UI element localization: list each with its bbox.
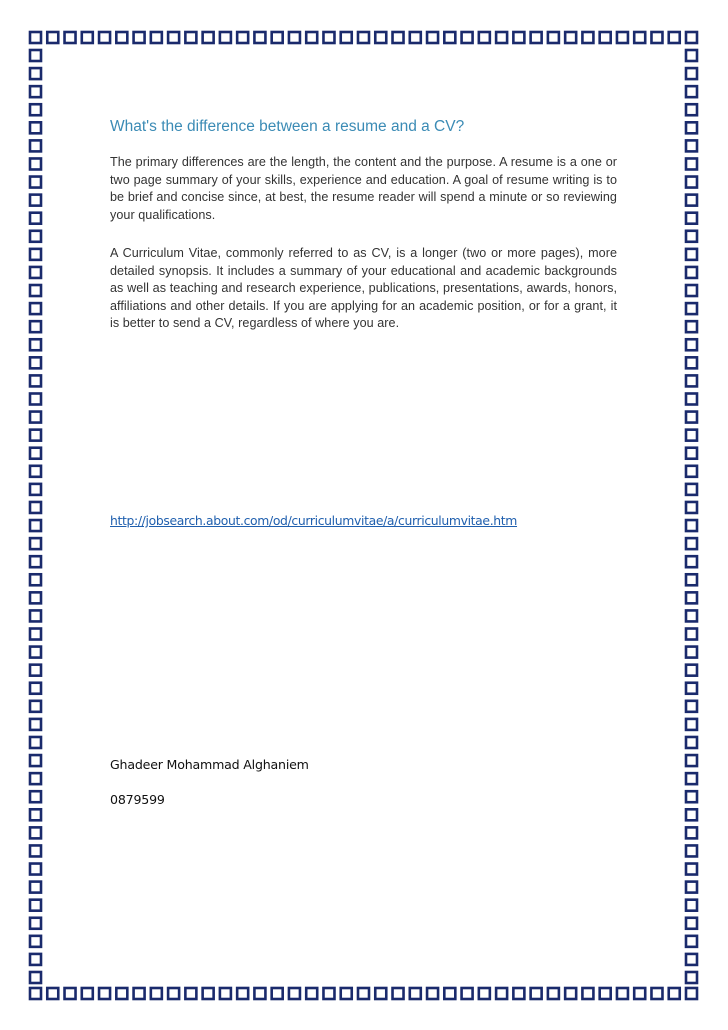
border-link [30,556,41,567]
border-link [30,918,41,929]
border-link [30,773,41,784]
border-link [30,683,41,694]
border-link [323,988,334,999]
border-link [30,988,41,999]
border-link [686,936,697,947]
border-link [686,158,697,169]
border-link [99,32,110,43]
border-link [341,988,352,999]
author-name: Ghadeer Mohammad Alghaniem [110,757,309,772]
border-link [617,988,628,999]
border-link [686,68,697,79]
border-link [30,592,41,603]
border-link [531,32,542,43]
border-link [686,918,697,929]
border-link [651,988,662,999]
border-link [30,701,41,712]
border-link [651,32,662,43]
border-link [686,683,697,694]
border-link [82,32,93,43]
border-link [686,32,697,43]
border-link [686,86,697,97]
border-link [686,339,697,350]
border-link [30,647,41,658]
border-link [272,32,283,43]
border-link [513,988,524,999]
border-link [30,665,41,676]
border-link [65,32,76,43]
border-link [686,556,697,567]
border-link [30,285,41,296]
border-link [686,701,697,712]
border-link [30,339,41,350]
border-link [444,32,455,43]
border-link [686,430,697,441]
border-link [634,32,645,43]
border-link [306,32,317,43]
border-link [30,791,41,802]
border-link [686,267,697,278]
border-link [30,936,41,947]
border-link [669,32,680,43]
border-link [358,988,369,999]
border-link [462,988,473,999]
border-link [686,647,697,658]
border-link [410,988,421,999]
border-link [30,900,41,911]
border-link [65,988,76,999]
border-link [237,988,248,999]
border-link [686,231,697,242]
border-link [686,972,697,983]
border-link [496,988,507,999]
border-link [30,122,41,133]
page-title: What's the difference between a resume and a CV? [110,118,465,135]
border-link [30,86,41,97]
border-link [582,988,593,999]
border-link [686,357,697,368]
border-link [686,574,697,585]
border-link [686,393,697,404]
border-link [30,574,41,585]
border-link [185,32,196,43]
border-link [393,988,404,999]
border-link [30,32,41,43]
border-link [686,484,697,495]
border-link [686,303,697,314]
border-link [30,610,41,621]
border-link [686,610,697,621]
border-link [30,466,41,477]
border-link [30,845,41,856]
border-link [30,213,41,224]
border-link [686,809,697,820]
border-link [134,988,145,999]
border-link [582,32,593,43]
border-link [686,845,697,856]
border-link [686,104,697,115]
border-link [289,988,300,999]
border-link [30,68,41,79]
border-link [479,988,490,999]
paragraph-curriculum-vitae: A Curriculum Vitae, commonly referred to as CV, is a longer (two or more pages), more detailed synopsis. It includes a summary of your educational and academic backgrounds as well as teaching and research experience, publications, presentations, awards, honors, affiliations and other details. If you are applying for an academic position, or for a grant, it is better to send a CV, regardless of where you are. [110,246,617,331]
border-link [30,50,41,61]
border-link [686,466,697,477]
border-link [47,988,58,999]
border-link [30,321,41,332]
border-link [30,520,41,531]
border-link [548,32,559,43]
border-link [686,538,697,549]
border-link [30,375,41,386]
border-link [30,484,41,495]
border-link [393,32,404,43]
border-link [116,32,127,43]
border-link [30,755,41,766]
border-link [30,158,41,169]
border-link [272,988,283,999]
border-link [30,502,41,513]
border-link [30,140,41,151]
border-link [686,773,697,784]
border-link [30,972,41,983]
border-link [427,32,438,43]
border-link [30,357,41,368]
border-link [410,32,421,43]
border-link [686,520,697,531]
border-link [669,988,680,999]
border-link [30,864,41,875]
border-link [686,321,697,332]
border-link [479,32,490,43]
border-link [30,412,41,423]
border-link [168,32,179,43]
border-link [686,827,697,838]
border-link [30,430,41,441]
border-link [686,448,697,459]
border-link [30,719,41,730]
border-link [686,140,697,151]
border-link [151,988,162,999]
border-link [30,827,41,838]
border-link [617,32,628,43]
border-link [686,737,697,748]
border-link [168,988,179,999]
border-link [203,32,214,43]
border-link [462,32,473,43]
border-link [513,32,524,43]
border-link [237,32,248,43]
border-link [99,988,110,999]
border-link [686,412,697,423]
border-link [254,988,265,999]
border-link [565,32,576,43]
border-link [306,988,317,999]
border-link [30,629,41,640]
border-link [30,538,41,549]
border-link [30,104,41,115]
border-link [686,375,697,386]
border-link [254,32,265,43]
border-link [686,122,697,133]
border-link [634,988,645,999]
border-link [600,32,611,43]
border-link [686,719,697,730]
border-link [686,629,697,640]
border-link [30,393,41,404]
border-link [323,32,334,43]
border-link [30,195,41,206]
border-link [134,32,145,43]
border-link [686,177,697,188]
border-link [565,988,576,999]
source-link[interactable]: http://jobsearch.about.com/od/curriculumvitae/a/curriculumvitae.htm [110,513,518,528]
border-link [151,32,162,43]
border-link [686,882,697,893]
border-link [496,32,507,43]
border-link [220,32,231,43]
student-number: 0879599 [110,792,165,807]
border-link [47,32,58,43]
border-link [686,592,697,603]
border-link [686,195,697,206]
border-link [30,267,41,278]
border-link [30,249,41,260]
border-link [686,900,697,911]
border-link [358,32,369,43]
border-link [30,177,41,188]
border-link [289,32,300,43]
border-link [30,448,41,459]
paragraph-differences: The primary differences are the length, the content and the purpose. A resume is a one or two page summary of your skills, experience and education. A goal of resume writing is to be brief and concise since, at best, the resume reader will spend a minute or so reviewing your qualifications. [110,155,617,222]
border-link [686,988,697,999]
border-link [220,988,231,999]
border-link [686,50,697,61]
border-link [185,988,196,999]
border-link [686,285,697,296]
border-link [30,882,41,893]
border-link [531,988,542,999]
border-link [686,502,697,513]
border-link [30,737,41,748]
border-link [30,303,41,314]
border-link [600,988,611,999]
border-link [375,988,386,999]
border-link [341,32,352,43]
border-link [686,791,697,802]
border-link [30,809,41,820]
border-link [444,988,455,999]
border-link [548,988,559,999]
border-link [82,988,93,999]
border-link [203,988,214,999]
border-link [116,988,127,999]
border-link [30,231,41,242]
border-link [686,213,697,224]
border-link [375,32,386,43]
border-link [427,988,438,999]
border-link [686,954,697,965]
border-link [686,755,697,766]
border-link [686,249,697,260]
border-link [30,954,41,965]
border-link [686,665,697,676]
border-link [686,864,697,875]
